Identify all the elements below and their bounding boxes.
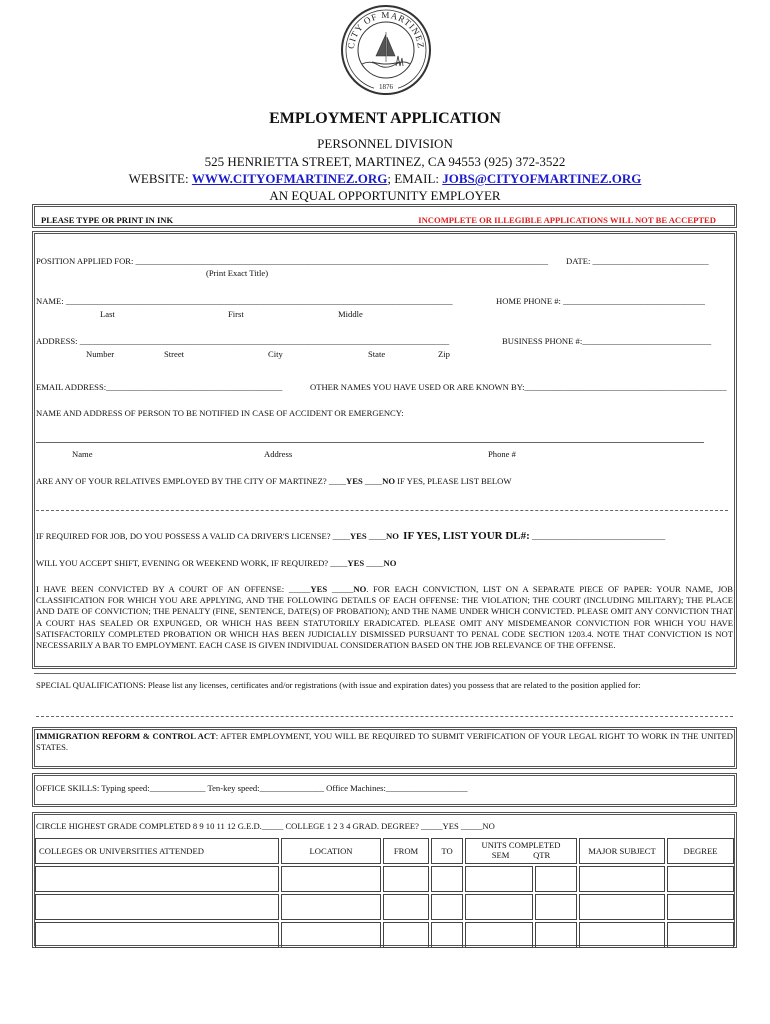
cell-location[interactable] bbox=[281, 866, 381, 892]
col-location: LOCATION bbox=[281, 838, 381, 864]
col-units-label: UNITS COMPLETED bbox=[481, 840, 561, 851]
cell-college[interactable] bbox=[35, 866, 279, 892]
license-question[interactable] bbox=[36, 530, 665, 543]
license-yes[interactable]: YES bbox=[349, 531, 367, 541]
shift-no[interactable]: NO bbox=[383, 558, 397, 568]
shift-yes[interactable]: YES bbox=[347, 558, 365, 568]
conviction-no[interactable]: NO bbox=[353, 584, 367, 594]
addr-city-label: City bbox=[268, 349, 283, 359]
notice-bar bbox=[32, 204, 737, 228]
eoe-statement: AN EQUAL OPPORTUNITY EMPLOYER bbox=[269, 188, 501, 203]
form-title: EMPLOYMENT APPLICATION bbox=[269, 110, 501, 127]
emergency-contact-label: NAME AND ADDRESS OF PERSON TO BE NOTIFIED IN CASE OF ACCIDENT OR EMERGENCY: bbox=[36, 408, 404, 418]
col-qtr: QTR bbox=[533, 850, 551, 860]
name-last-label: Last bbox=[100, 309, 115, 319]
addr-state-label: State bbox=[368, 349, 386, 359]
cell-to[interactable] bbox=[431, 894, 463, 920]
name-middle-label: Middle bbox=[338, 309, 363, 319]
em-name-label: Name bbox=[72, 449, 93, 459]
website-link[interactable]: WWW.CITYOFMARTINEZ.ORG bbox=[191, 171, 388, 186]
relatives-no[interactable]: NO bbox=[382, 476, 395, 486]
highest-grade-field[interactable]: CIRCLE HIGHEST GRADE COMPLETED 8 9 10 11 12 G.E.D._____ COLLEGE 1 2 3 4 GRAD. DEGREE? _____YES _____NO bbox=[36, 821, 495, 831]
dl-list-label: IF YES, LIST YOUR DL#: bbox=[403, 530, 530, 542]
cell-sem[interactable] bbox=[465, 866, 533, 892]
cell-to[interactable] bbox=[431, 922, 463, 948]
home-phone-field[interactable]: HOME PHONE #: _________________________________ bbox=[496, 296, 705, 306]
conviction-blank: _____ bbox=[327, 584, 354, 594]
cell-to[interactable] bbox=[431, 866, 463, 892]
name-first-label: First bbox=[228, 309, 244, 319]
col-major: MAJOR SUBJECT bbox=[579, 838, 665, 864]
cell-sem[interactable] bbox=[465, 922, 533, 948]
relatives-blank: ____ bbox=[362, 476, 383, 486]
relatives-tail: IF YES, PLEASE LIST BELOW bbox=[395, 476, 512, 486]
col-to: TO bbox=[431, 838, 463, 864]
date-field[interactable]: DATE: ___________________________ bbox=[566, 256, 709, 266]
shift-text: WILL YOU ACCEPT SHIFT, EVENING OR WEEKEND WORK, IF REQUIRED? ____ bbox=[36, 558, 348, 568]
email-address-field[interactable]: EMAIL ADDRESS:_________________________________________ bbox=[36, 382, 283, 392]
cell-sem[interactable] bbox=[465, 894, 533, 920]
addr-number-label: Number bbox=[86, 349, 115, 359]
special-qualifications-line[interactable] bbox=[36, 716, 733, 717]
section-divider bbox=[34, 673, 736, 674]
education-header-row bbox=[35, 838, 734, 864]
cell-from[interactable] bbox=[383, 866, 429, 892]
business-phone-field[interactable]: BUSINESS PHONE #:______________________________ bbox=[502, 336, 712, 346]
col-colleges: COLLEGES OR UNIVERSITIES ATTENDED bbox=[35, 838, 279, 864]
cell-college[interactable] bbox=[35, 894, 279, 920]
dl-number-field[interactable]: _______________________________ bbox=[529, 531, 666, 541]
license-text: IF REQUIRED FOR JOB, DO YOU POSSESS A VALID CA DRIVER'S LICENSE? ____ bbox=[36, 531, 350, 541]
cell-college[interactable] bbox=[35, 922, 279, 948]
email-link[interactable]: JOBS@CITYOFMARTINEZ.ORG bbox=[442, 171, 642, 186]
cell-degree[interactable] bbox=[667, 894, 734, 920]
cell-degree[interactable] bbox=[667, 922, 734, 948]
conviction-text-a: I HAVE BEEN CONVICTED BY A COURT OF AN OFFENSE: _____ bbox=[36, 584, 311, 594]
table-row[interactable] bbox=[35, 894, 734, 920]
addr-street-label: Street bbox=[164, 349, 185, 359]
license-blank: ____ bbox=[366, 531, 386, 541]
irca-text: : AFTER EMPLOYMENT, YOU WILL BE REQUIRED TO SUBMIT VERIFICATION OF YOUR LEGAL RIGHT TO WORK IN THE UNITED STATES. bbox=[36, 731, 733, 753]
conviction-statement bbox=[36, 584, 733, 651]
relatives-yes[interactable]: YES bbox=[346, 476, 363, 486]
position-field[interactable]: POSITION APPLIED FOR: ________________________________________________________________________________________________ bbox=[36, 256, 549, 266]
col-units bbox=[465, 838, 577, 864]
division-name: PERSONNEL DIVISION bbox=[317, 136, 453, 151]
address-field[interactable]: ADDRESS: ______________________________________________________________________________________ bbox=[36, 336, 450, 346]
cell-major[interactable] bbox=[579, 866, 665, 892]
em-address-label: Address bbox=[264, 449, 293, 459]
print-instruction: PLEASE TYPE OR PRINT IN INK bbox=[41, 215, 174, 225]
name-field[interactable]: NAME: __________________________________________________________________________________________ bbox=[36, 296, 453, 306]
address-line: 525 HENRIETTA STREET, MARTINEZ, CA 94553 (925) 372-3522 bbox=[204, 154, 566, 169]
relatives-text: ARE ANY OF YOUR RELATIVES EMPLOYED BY THE CITY OF MARTINEZ? ____ bbox=[36, 476, 347, 486]
col-sem: SEM bbox=[491, 850, 510, 860]
conviction-yes[interactable]: YES bbox=[310, 584, 328, 594]
cell-major[interactable] bbox=[579, 894, 665, 920]
website-label: WEBSITE: bbox=[128, 171, 192, 186]
shift-blank: ____ bbox=[364, 558, 384, 568]
cell-degree[interactable] bbox=[667, 866, 734, 892]
emergency-contact-line[interactable] bbox=[36, 442, 704, 443]
cell-qtr[interactable] bbox=[535, 922, 577, 948]
print-exact-title-hint: (Print Exact Title) bbox=[206, 268, 269, 278]
col-from: FROM bbox=[383, 838, 429, 864]
irca-statement bbox=[36, 731, 733, 753]
contact-line bbox=[0, 171, 770, 187]
cell-location[interactable] bbox=[281, 894, 381, 920]
seal-text: CITY OF MARTINEZ bbox=[345, 9, 427, 50]
cell-qtr[interactable] bbox=[535, 866, 577, 892]
table-row[interactable] bbox=[35, 866, 734, 892]
irca-title: IMMIGRATION REFORM & CONTROL ACT bbox=[36, 731, 216, 741]
license-no[interactable]: NO bbox=[385, 531, 399, 541]
cell-major[interactable] bbox=[579, 922, 665, 948]
education-table bbox=[33, 836, 736, 950]
shift-question[interactable] bbox=[36, 558, 396, 568]
city-seal-logo bbox=[340, 4, 432, 96]
cell-from[interactable] bbox=[383, 894, 429, 920]
conviction-text-c: . FOR EACH CONVICTION, LIST ON A SEPARATE PIECE OF PAPER: YOUR NAME, JOB CLASSIFICATION FOR WHICH YOU ARE APPLYING, AND THE FOLLOWING DETAILS OF EACH OFFENSE: THE VIOLATION; THE COURT (INCLUDING MILITARY); THE PLACE AND DATE OF CONVICTION; THE PENALTY (FINE, SENTENCE, DATE(S) OF PROBATION); AND THE NAME UNDER WHICH CONVICTED. PLEASE OMIT ANY CONVICTION THAT A COURT HAS SEALED OR EXPUNGED, OR WHICH HAS BEEN STATUTORILY ERADICATED. PLEASE OMIT ANY MISDEMEANOR CONVICTION FOR WHICH YOU HAVE SATISFACTORILY COMPLETED PROBATION OR WHICH HAS BEEN JUDICIALLY DISMISSED PURSUANT TO PENAL CODE SECTION 1203.4. NOTE THAT CONVICTION IS NOT NECESSARILY A BAR TO EMPLOYMENT. EACH CASE IS GIVEN INDIVIDUAL CONSIDERATION BASED ON THE JOB RELEVANCE OF THE OFFENSE. bbox=[36, 584, 733, 651]
seal-year: 1876 bbox=[379, 83, 393, 91]
cell-location[interactable] bbox=[281, 922, 381, 948]
other-names-field[interactable]: OTHER NAMES YOU HAVE USED OR ARE KNOWN BY:_______________________________________________ bbox=[310, 382, 727, 392]
em-phone-label: Phone # bbox=[488, 449, 516, 459]
cell-from[interactable] bbox=[383, 922, 429, 948]
addr-zip-label: Zip bbox=[438, 349, 450, 359]
relatives-question[interactable] bbox=[36, 476, 512, 486]
email-label: ; EMAIL: bbox=[387, 171, 443, 186]
table-row[interactable] bbox=[35, 922, 734, 948]
cell-qtr[interactable] bbox=[535, 894, 577, 920]
special-qualifications-label: SPECIAL QUALIFICATIONS: Please list any licenses, certificates and/or registrations (with issue and expiration dates) you possess that are related to the position applied for: bbox=[36, 680, 641, 690]
relatives-list-line[interactable] bbox=[36, 510, 728, 511]
incomplete-warning: INCOMPLETE OR ILLEGIBLE APPLICATIONS WILL NOT BE ACCEPTED bbox=[418, 215, 716, 225]
office-skills-field[interactable]: OFFICE SKILLS: Typing speed:_____________ Ten-key speed:_______________ Office Machines:___________________ bbox=[36, 783, 468, 793]
col-degree: DEGREE bbox=[667, 838, 734, 864]
